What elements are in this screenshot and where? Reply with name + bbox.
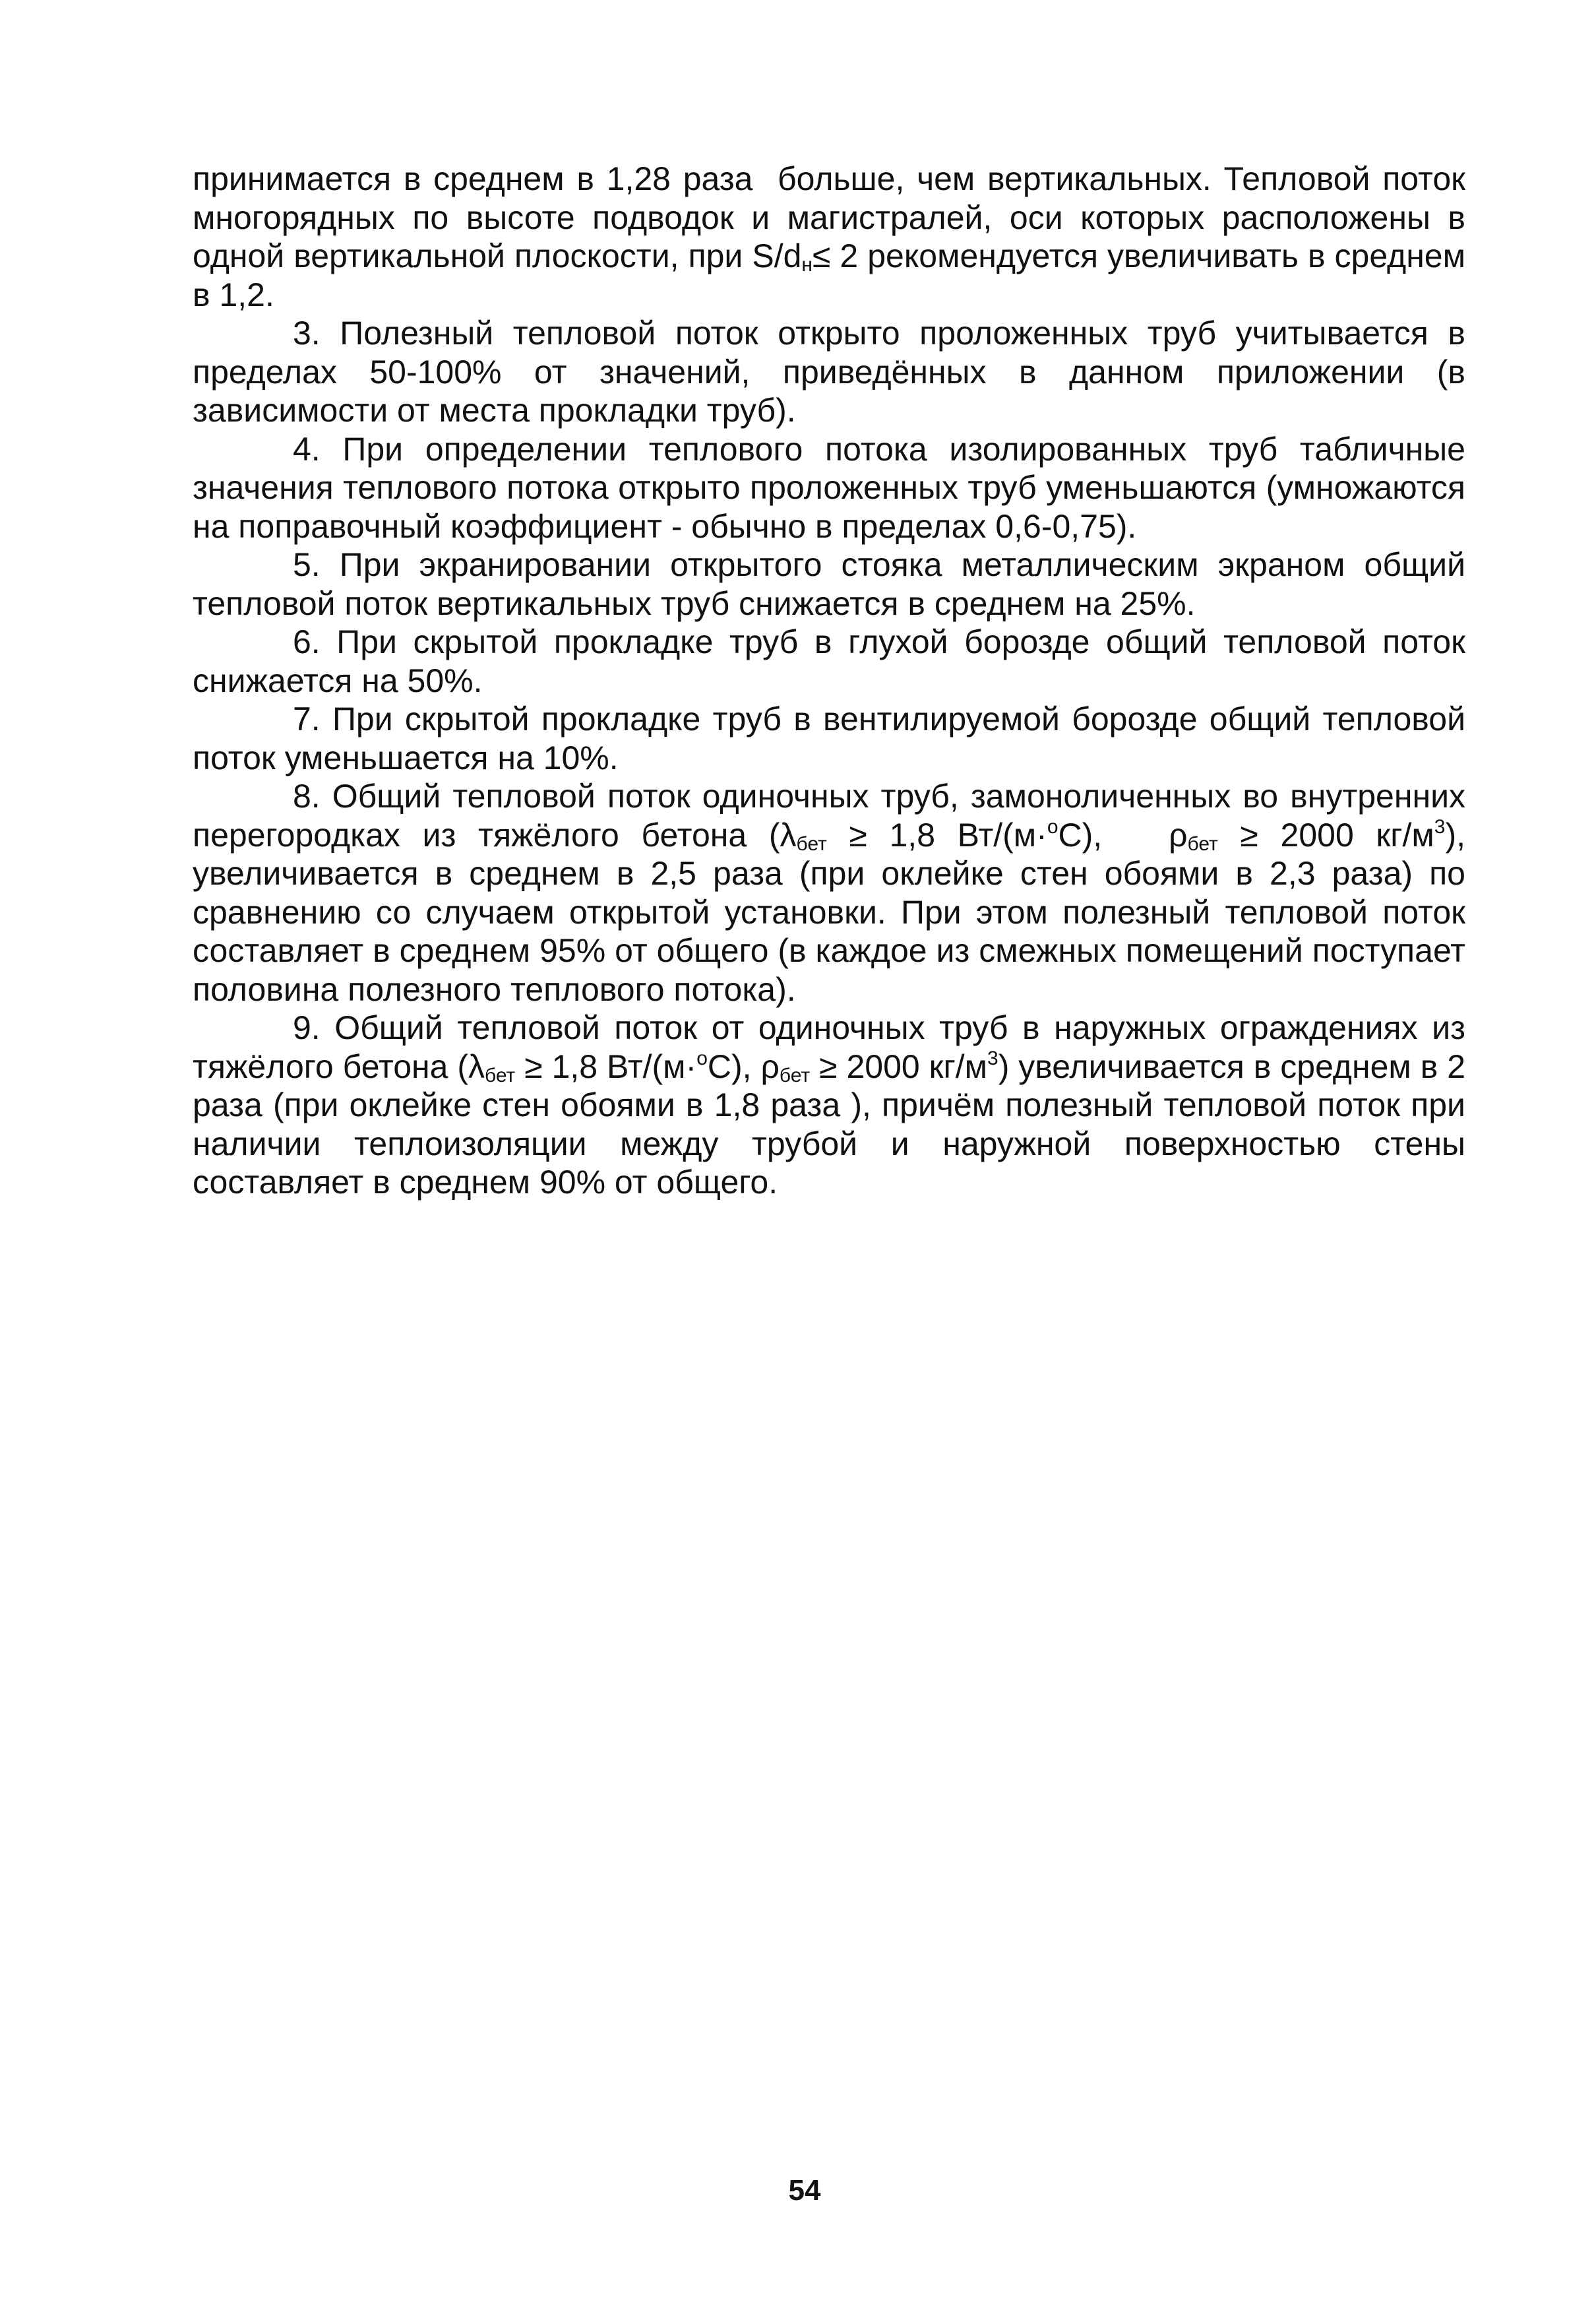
paragraph-item-7: 7. При скрытой прокладке труб в вентилируемой борозде общий тепловой поток уменьшается на 10%. (193, 701, 1465, 776)
paragraph-item-8: 8. Общий тепловой поток одиночных труб, замоноличенных во внутренних перегородках из тяжёлого бетона ($\lambda_{бет} \ge 1,8$ Вт/(м·$^о$С), $\rho_{бет} \ge 2000$ $кг/м^3$), увеличивается в среднем в 2,5 раза (при оклейке стен обоями в 2,3 раза) по сравнению со случаем открытой установки. При этом полезный тепловой поток составляет в среднем 95% от общего (в каждое из смежных помещений поступает половина полезного теплового потока). (193, 778, 1465, 1008)
paragraph-item-4: 4. При определении теплового потока изолированных труб табличные значения теплового потока открыто проложенных труб уменьшаются (умножаются на поправочный коэффициент - обычно в пределах 0,6-0,75). (193, 430, 1465, 545)
paragraph-item-5: 5. При экранировании открытого стояка металлическим экраном общий тепловой поток вертикальных труб снижается в среднем на 25%. (193, 546, 1465, 622)
paragraph-item-9: 9. Общий тепловой поток от одиночных труб в наружных ограждениях из тяжёлого бетона ($\lambda_{бет} \ge 1,8$ Вт/(м·$^о$С), $\rho_{бет} \ge 2000$ $кг/м^3$) увеличивается в среднем в 2 раза (при оклейке стен обоями в 1,8 раза ), причём полезный тепловой поток при наличии теплоизоляции между трубой и наружной поверхностью стены составляет в среднем 90% от общего. (193, 1009, 1466, 1201)
page-number: 54 (788, 2174, 821, 2207)
paragraph-item-3: 3. Полезный тепловой поток открыто проложенных труб учитывается в пределах 50-100% от значений, приведённых в данном приложении (в зависимости от места прокладки труб). (193, 315, 1465, 429)
paragraph-continuation: принимается в среднем в 1,28 раза больше, чем вертикальных. Тепловой поток многорядных по высоте подводок и магистралей, оси которых расположены в одной вертикальной плоскости, при $S/d_н\le 2$ рекомендуется увеличивать в среднем в 1,2. (193, 160, 1465, 313)
page-text (193, 160, 1465, 1202)
paragraph-item-6: 6. При скрытой прокладке труб в глухой борозде общий тепловой поток снижается на 50%. (193, 623, 1465, 699)
